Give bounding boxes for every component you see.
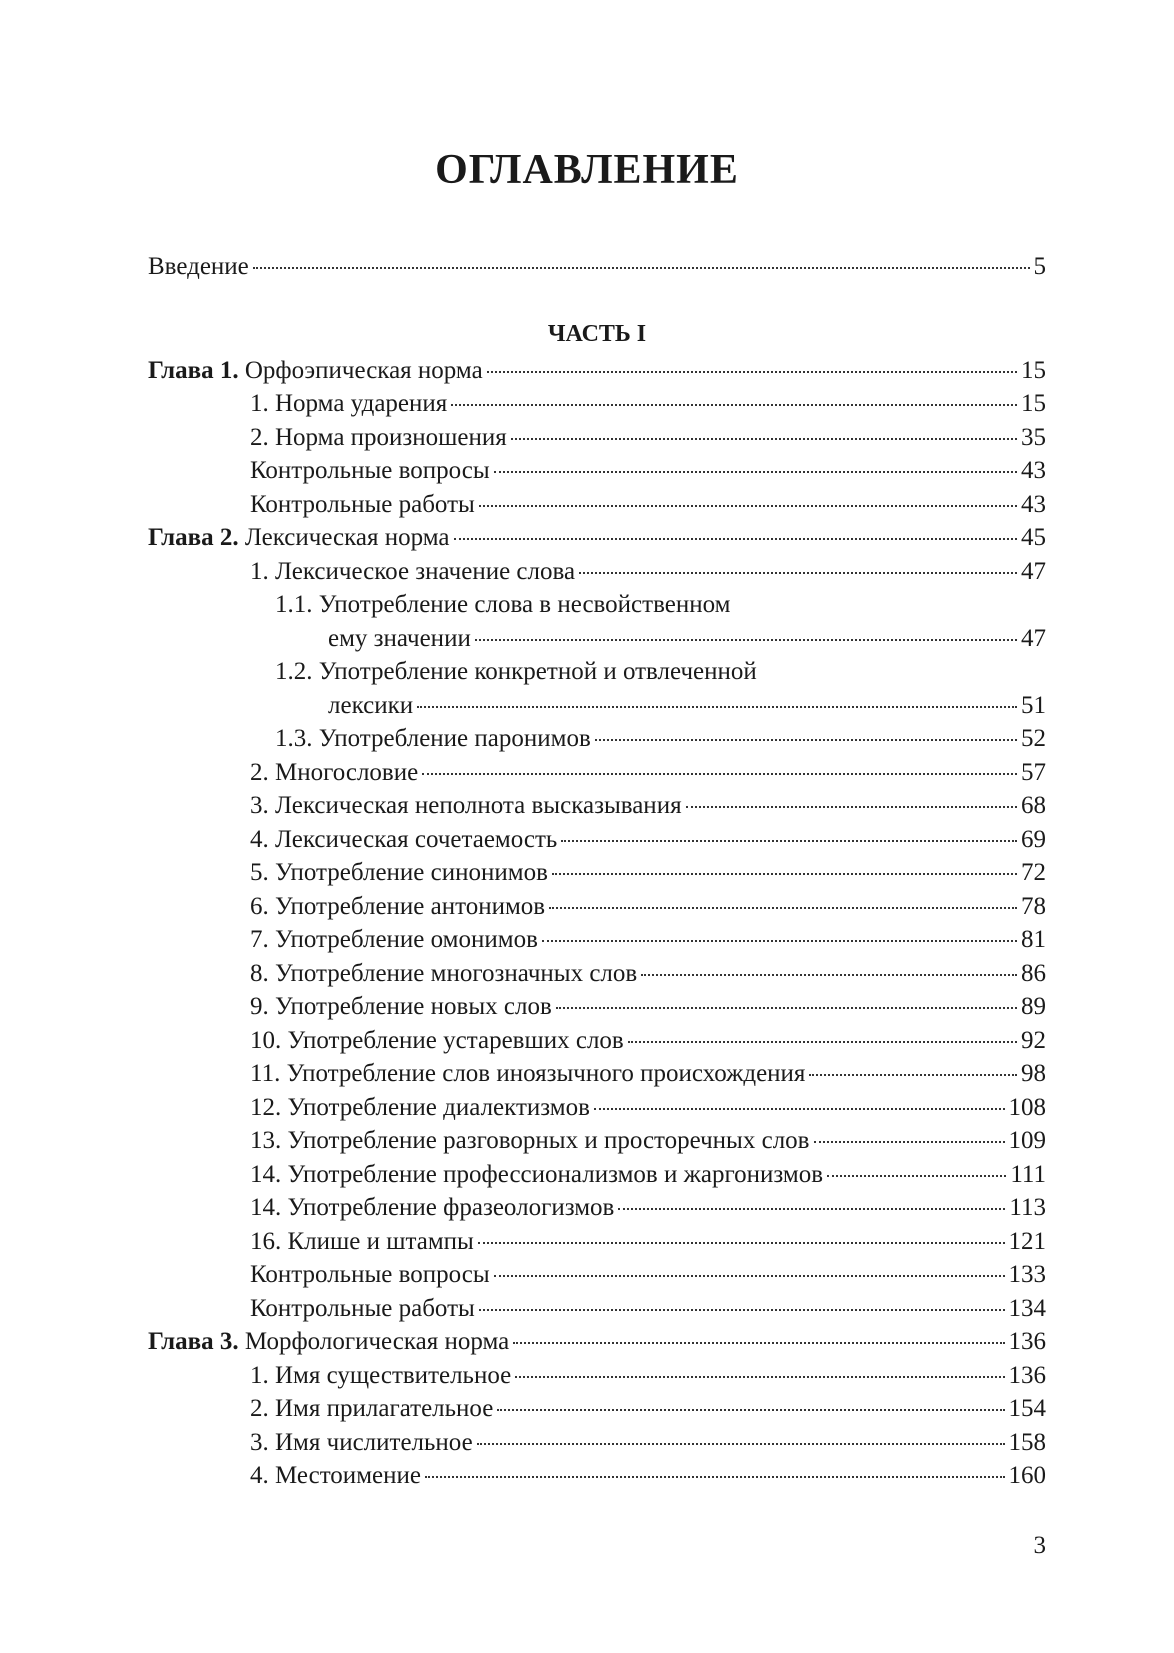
dot-leader bbox=[417, 705, 1017, 708]
toc-entry-label: 2. Многословие bbox=[250, 758, 419, 786]
toc-page-number: 52 bbox=[1021, 725, 1046, 752]
dot-leader bbox=[561, 839, 1017, 842]
toc-entry-label: лексики bbox=[328, 691, 414, 719]
toc-entry-label: 14. Употребление профессионализмов и жаргонизмов bbox=[250, 1160, 823, 1188]
spacer bbox=[148, 284, 1046, 314]
toc-entry-label: 13. Употребление разговорных и просторечных слов bbox=[250, 1127, 810, 1154]
toc-entry bbox=[148, 1124, 1046, 1158]
dot-leader bbox=[253, 266, 1030, 269]
toc-entry bbox=[148, 756, 1046, 790]
toc-page-number: 108 bbox=[1008, 1093, 1046, 1121]
toc-entry-label: Контрольные работы bbox=[250, 490, 475, 518]
toc-page-number: 15 bbox=[1021, 356, 1046, 384]
toc-page-number: 68 bbox=[1021, 792, 1046, 819]
toc-entry-label: 2. Имя прилагательное bbox=[250, 1395, 494, 1422]
toc-entry bbox=[148, 1091, 1046, 1125]
toc-page-number: 69 bbox=[1021, 825, 1046, 853]
toc-entry-label: Контрольные работы bbox=[250, 1294, 475, 1322]
toc-entry bbox=[148, 1392, 1046, 1426]
toc-page-number: 43 bbox=[1021, 490, 1046, 518]
dot-leader bbox=[827, 1174, 1006, 1177]
toc-entry-label: 8. Употребление многозначных слов bbox=[250, 959, 638, 987]
toc-entry bbox=[148, 421, 1046, 455]
toc-entry bbox=[148, 1258, 1046, 1292]
toc-entry bbox=[148, 1292, 1046, 1326]
toc-entry bbox=[148, 789, 1046, 823]
toc-entry-label: 1.1. Употребление слова в несвойственном bbox=[275, 591, 731, 618]
chapter-prefix: Глава 1. bbox=[148, 356, 239, 384]
dot-leader bbox=[515, 1375, 1004, 1378]
toc-page-number: 72 bbox=[1021, 859, 1046, 886]
toc-entry bbox=[148, 1191, 1046, 1225]
toc-entry bbox=[148, 890, 1046, 924]
toc-entry-label: 1.2. Употребление конкретной и отвлеченной bbox=[275, 658, 757, 685]
toc-entry bbox=[148, 1024, 1046, 1058]
toc-entry bbox=[148, 1057, 1046, 1091]
toc-entry-label: 1. Имя существительное bbox=[250, 1361, 512, 1389]
toc-entry bbox=[148, 454, 1046, 488]
toc-entry-label: 14. Употребление фразеологизмов bbox=[250, 1194, 615, 1221]
toc-page-number: 57 bbox=[1021, 758, 1046, 786]
toc-entry-label: 5. Употребление синонимов bbox=[250, 859, 548, 886]
dot-leader bbox=[479, 1308, 1005, 1311]
toc-page-number: 113 bbox=[1009, 1194, 1046, 1221]
toc-entry-label: Орфоэпическая норма bbox=[244, 356, 483, 384]
toc-entry bbox=[148, 588, 1046, 622]
toc-page-number: 89 bbox=[1021, 993, 1046, 1020]
toc-entry bbox=[148, 722, 1046, 756]
dot-leader bbox=[494, 470, 1017, 473]
toc-page-number: 133 bbox=[1008, 1261, 1046, 1288]
dot-leader bbox=[477, 1442, 1005, 1445]
toc-page-number: 160 bbox=[1008, 1462, 1046, 1489]
toc-page-number: 15 bbox=[1021, 390, 1046, 417]
toc-entry-label: 4. Местоимение bbox=[250, 1462, 421, 1489]
toc-chapter-entry bbox=[148, 1325, 1046, 1359]
dot-leader bbox=[494, 1274, 1005, 1277]
toc-entry-label: 4. Лексическая сочетаемость bbox=[250, 825, 558, 853]
toc-page-number: 86 bbox=[1021, 959, 1046, 987]
toc-page-number: 47 bbox=[1021, 624, 1046, 652]
dot-leader bbox=[579, 571, 1017, 574]
toc-page-number: 134 bbox=[1008, 1294, 1046, 1322]
toc-page-number: 43 bbox=[1021, 457, 1046, 484]
toc-entry-label: 9. Употребление новых слов bbox=[250, 993, 552, 1020]
toc-entry-label: 16. Клише и штампы bbox=[250, 1227, 474, 1255]
toc-page-number: 111 bbox=[1010, 1160, 1046, 1188]
dot-leader bbox=[479, 504, 1017, 507]
dot-leader bbox=[451, 403, 1017, 406]
page-number: 3 bbox=[1033, 1532, 1046, 1559]
toc-entry bbox=[148, 1426, 1046, 1460]
dot-leader bbox=[595, 738, 1017, 741]
toc-entries bbox=[148, 354, 1046, 1493]
dot-leader bbox=[497, 1408, 1004, 1411]
toc-entry bbox=[148, 1225, 1046, 1259]
dot-leader bbox=[814, 1140, 1005, 1143]
toc-page-number: 121 bbox=[1008, 1227, 1046, 1255]
dot-leader bbox=[549, 906, 1017, 909]
dot-leader bbox=[542, 939, 1017, 942]
toc-page-number: 47 bbox=[1021, 557, 1046, 585]
toc-entry bbox=[148, 488, 1046, 522]
toc-page-number: 109 bbox=[1008, 1127, 1046, 1154]
toc-entry-label: Морфологическая норма bbox=[244, 1328, 510, 1355]
table-of-contents bbox=[148, 250, 1046, 1493]
toc-entry bbox=[148, 387, 1046, 421]
dot-leader bbox=[552, 872, 1017, 875]
dot-leader bbox=[618, 1207, 1005, 1210]
part-heading: ЧАСТЬ I bbox=[547, 320, 647, 347]
toc-entry bbox=[148, 1359, 1046, 1393]
toc-page-number: 136 bbox=[1008, 1361, 1046, 1389]
page-title: ОГЛАВЛЕНИЕ bbox=[435, 147, 739, 193]
chapter-prefix: Глава 2. bbox=[148, 524, 239, 551]
toc-page-number: 158 bbox=[1008, 1428, 1046, 1456]
toc-page-number: 5 bbox=[1033, 253, 1046, 280]
toc-entry-label: 1. Лексическое значение слова bbox=[250, 557, 576, 585]
toc-entry-intro bbox=[148, 250, 1046, 284]
toc-page-number: 78 bbox=[1021, 892, 1046, 920]
dot-leader bbox=[594, 1107, 1005, 1110]
toc-entry bbox=[148, 856, 1046, 890]
toc-entry-label: 6. Употребление антонимов bbox=[250, 892, 546, 920]
toc-chapter-entry bbox=[148, 521, 1046, 555]
toc-entry bbox=[148, 1158, 1046, 1192]
dot-leader bbox=[454, 537, 1017, 540]
toc-page-number: 81 bbox=[1021, 926, 1046, 953]
dot-leader bbox=[425, 1475, 1005, 1478]
toc-entry-label: Введение bbox=[148, 253, 249, 280]
toc-entry-label: 1.3. Употребление паронимов bbox=[275, 725, 591, 752]
toc-entry-label: 3. Лексическая неполнота высказывания bbox=[250, 792, 682, 819]
dot-leader bbox=[628, 1040, 1017, 1043]
toc-entry-label: Контрольные вопросы bbox=[250, 457, 490, 484]
toc-entry bbox=[148, 823, 1046, 857]
dot-leader bbox=[487, 370, 1017, 373]
dot-leader bbox=[513, 1341, 1004, 1344]
toc-entry bbox=[148, 689, 1046, 723]
toc-entry-label: 12. Употребление диалектизмов bbox=[250, 1093, 590, 1121]
toc-page-number: 35 bbox=[1021, 423, 1046, 451]
toc-page-number: 154 bbox=[1008, 1395, 1046, 1422]
toc-entry-label: ему значении bbox=[328, 624, 471, 652]
toc-entry bbox=[148, 655, 1046, 689]
toc-entry-label: 10. Употребление устаревших слов bbox=[250, 1026, 624, 1054]
toc-entry-label: 3. Имя числительное bbox=[250, 1428, 473, 1456]
toc-entry-label: 2. Норма произношения bbox=[250, 423, 507, 451]
toc-entry-label: 1. Норма ударения bbox=[250, 390, 448, 417]
dot-leader bbox=[556, 1006, 1017, 1009]
toc-entry bbox=[148, 1459, 1046, 1493]
toc-entry bbox=[148, 957, 1046, 991]
toc-entry bbox=[148, 990, 1046, 1024]
toc-entry bbox=[148, 923, 1046, 957]
toc-chapter-entry bbox=[148, 354, 1046, 388]
toc-entry-label: Контрольные вопросы bbox=[250, 1261, 490, 1288]
toc-entry-label: 7. Употребление омонимов bbox=[250, 926, 538, 953]
toc-page-number: 51 bbox=[1021, 691, 1046, 719]
dot-leader bbox=[809, 1073, 1017, 1076]
dot-leader bbox=[686, 805, 1017, 808]
dot-leader bbox=[478, 1241, 1005, 1244]
toc-entry bbox=[148, 622, 1046, 656]
dot-leader bbox=[511, 437, 1017, 440]
dot-leader bbox=[475, 638, 1017, 641]
toc-page-number: 136 bbox=[1008, 1328, 1046, 1355]
toc-entry-label: 11. Употребление слов иноязычного происхождения bbox=[250, 1060, 806, 1087]
dot-leader bbox=[641, 973, 1017, 976]
toc-entry-label: Лексическая норма bbox=[244, 524, 450, 551]
toc-entry bbox=[148, 555, 1046, 589]
dot-leader bbox=[422, 772, 1017, 775]
toc-page-number: 45 bbox=[1021, 524, 1046, 551]
chapter-prefix: Глава 3. bbox=[148, 1328, 239, 1355]
toc-page-number: 92 bbox=[1021, 1026, 1046, 1054]
toc-page-number: 98 bbox=[1021, 1060, 1046, 1087]
